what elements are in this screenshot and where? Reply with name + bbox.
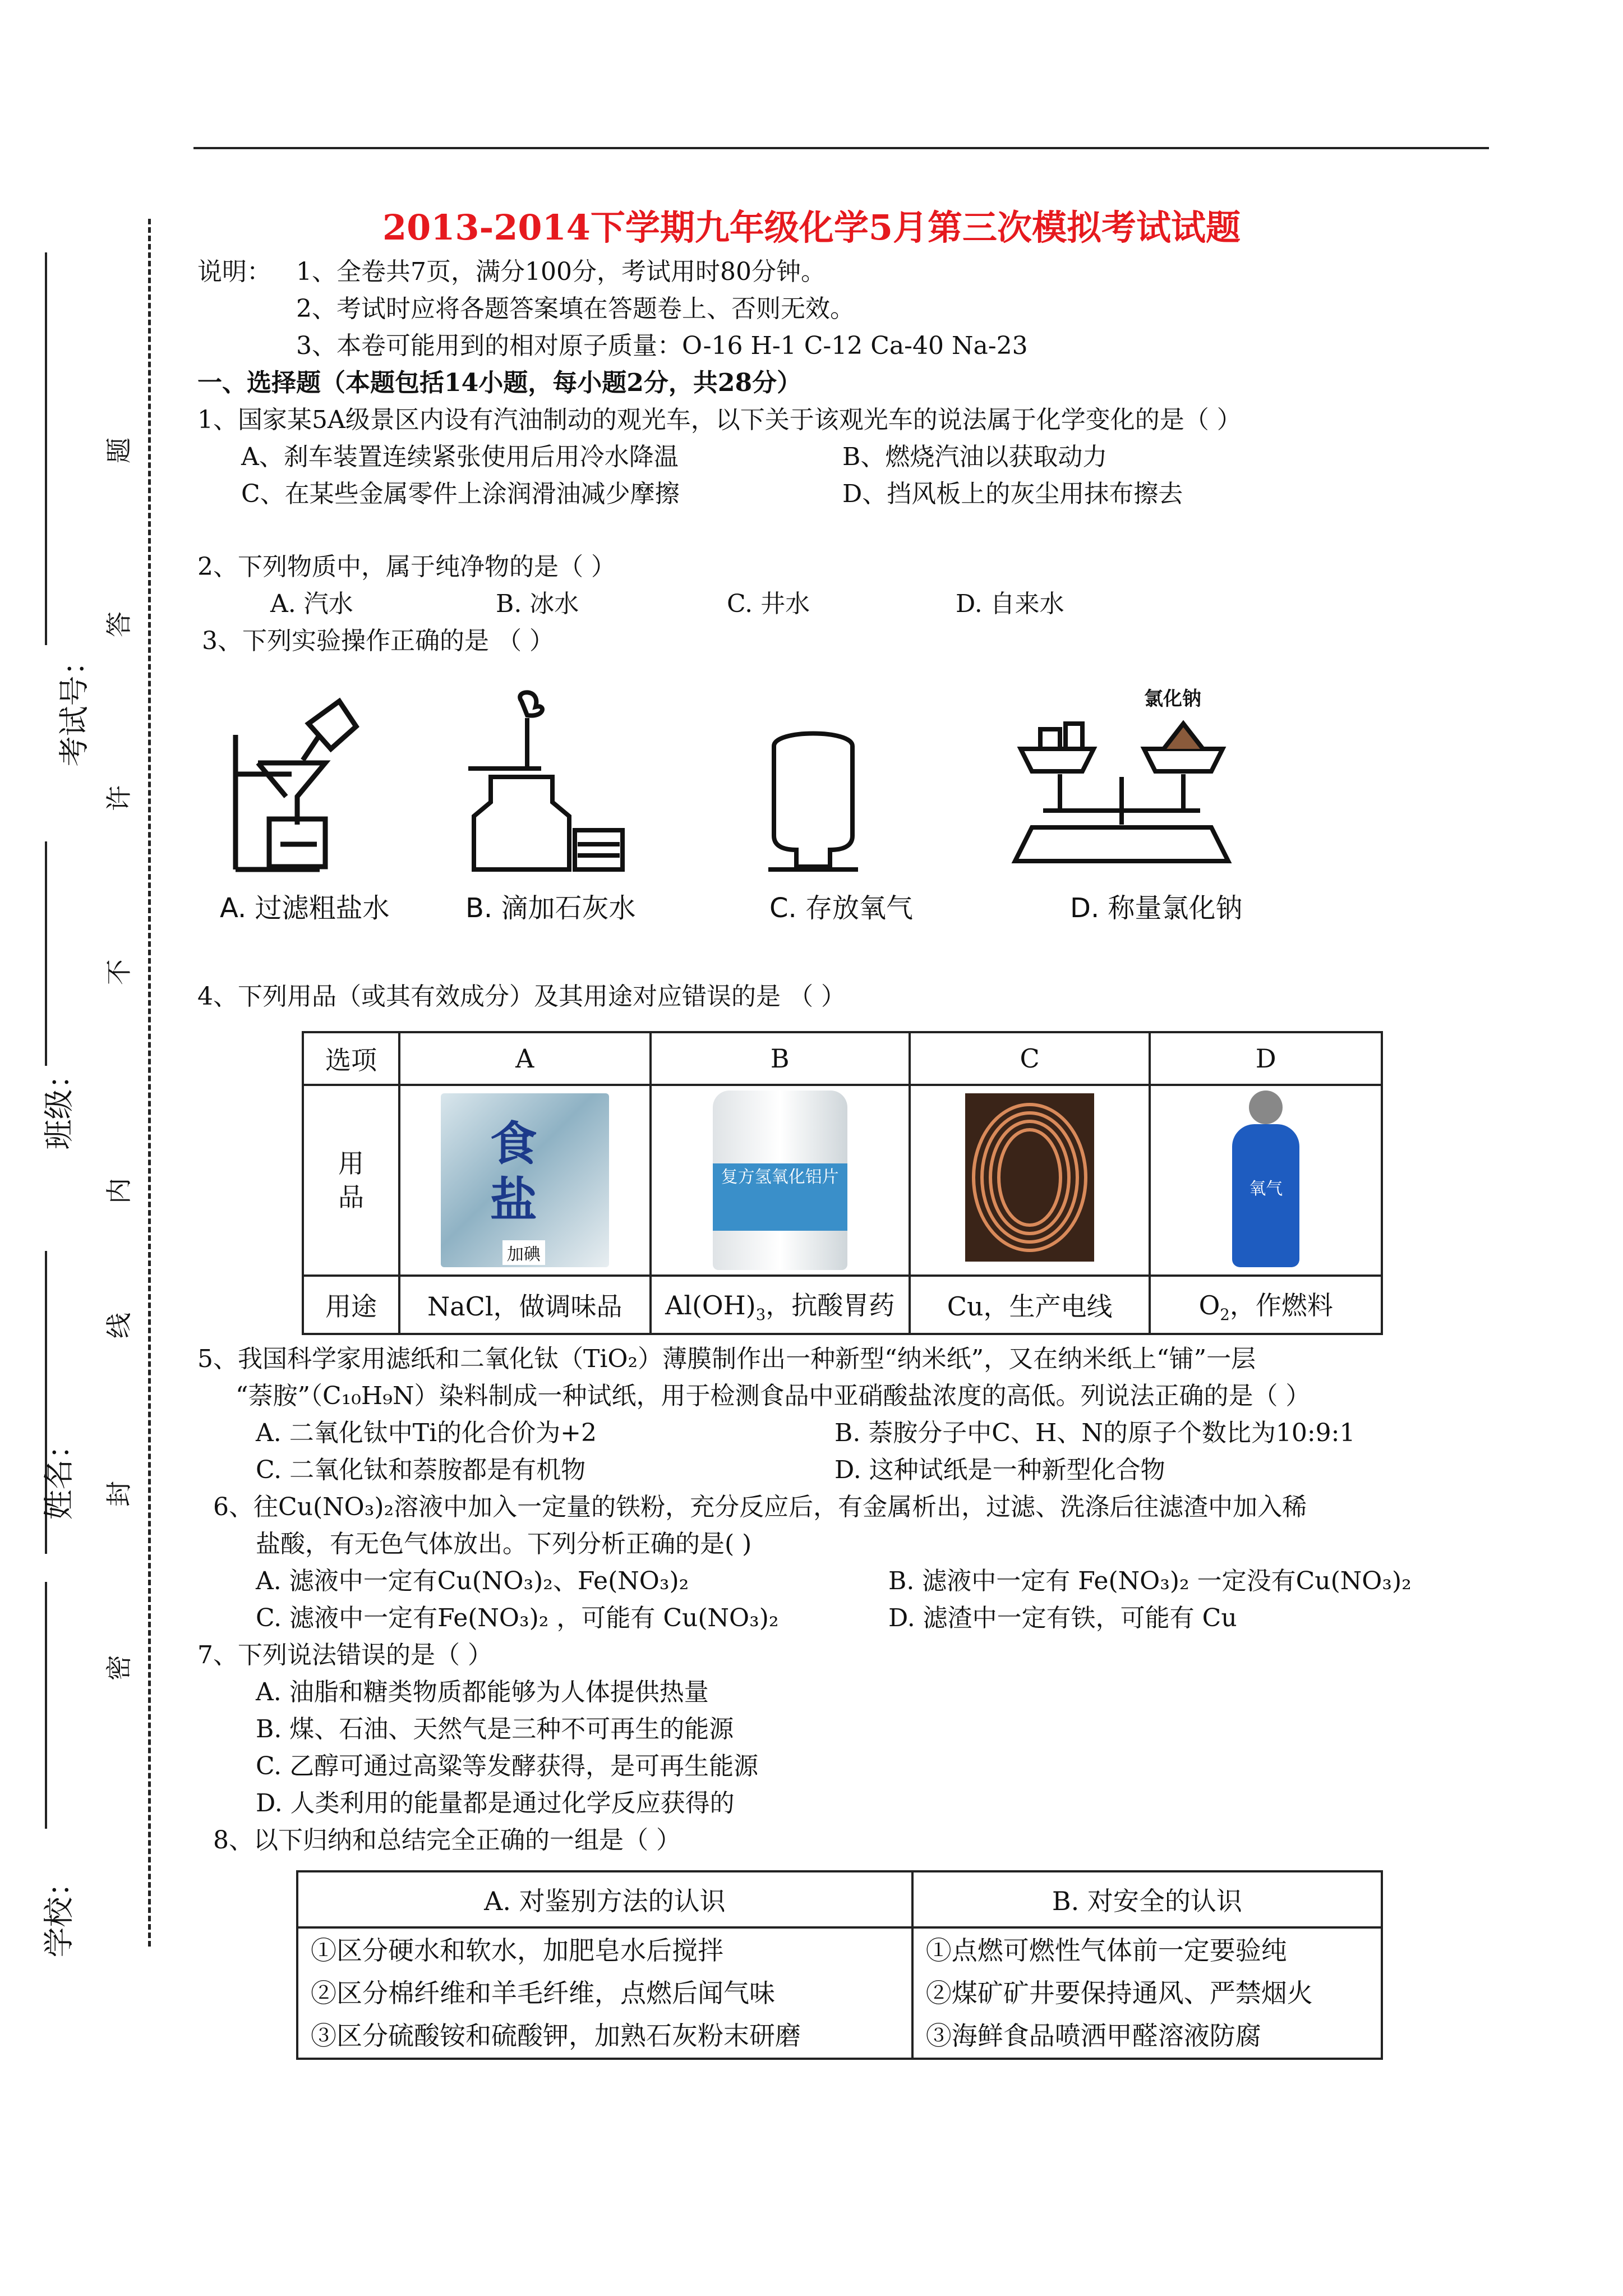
exam-number-label: 考试号： — [56, 645, 92, 767]
instruction-line: 3、本卷可能用到的相对原子质量：O-16 H-1 C-12 Ca-40 Na-23 — [296, 332, 1028, 360]
q8-header-a: A. 对鉴别方法的认识 — [297, 1871, 912, 1927]
q8-item: ②煤矿矿井要保持通风、严禁烟火 — [925, 1978, 1313, 2008]
q8-item: ①点燃可燃性气体前一定要验纯 — [925, 1935, 1287, 1966]
copper-wire-image — [965, 1093, 1094, 1262]
q8-item: ②区分棉纤维和羊毛纤维，点燃后闻气味 — [311, 1978, 775, 2008]
salt-bag-tag: 加碘 — [502, 1240, 545, 1265]
q5-line: “萘胺”（C₁₀H₉N）染料制成一种试纸，用于检测食品中亚硝酸盐浓度的高低。列说法正确的是（ ） — [236, 1382, 1311, 1410]
q4-table — [302, 1031, 1383, 1335]
q8-table — [296, 1870, 1383, 2060]
instruction-line: 1、全卷共7页，满分100分，考试用时80分钟。 — [296, 257, 826, 286]
q4-use-a: NaCl，做调味品 — [399, 1276, 651, 1334]
q8-item: ③区分硫酸铵和硫酸钾，加熟石灰粉末研磨 — [311, 2021, 801, 2051]
q7-option-a: A. 油脂和糖类物质都能够为人体提供热量 — [256, 1678, 709, 1706]
sodium-chloride-tag: 氯化钠 — [1144, 688, 1201, 710]
name-label: 姓名： — [41, 1429, 77, 1520]
seal-char: 不 — [104, 959, 134, 985]
q8-item: ①区分硬水和软水，加肥皂水后搅拌 — [311, 1935, 723, 1966]
q8-cell-b — [912, 1927, 1382, 2059]
q4-header: A — [399, 1032, 651, 1085]
seal-char: 题 — [104, 438, 134, 463]
q6-option-b: B. 滤液中一定有 Fe(NO₃)₂ 一定没有Cu(NO₃)₂ — [888, 1567, 1412, 1595]
q7-stem: 7、下列说法错误的是（ ） — [197, 1641, 492, 1669]
q7-option-d: D. 人类利用的能量都是通过化学反应获得的 — [256, 1789, 735, 1818]
q1-option-d: D、挡风板上的灰尘用抹布擦去 — [842, 480, 1183, 508]
q5-option-d: D. 这种试纸是一种新型化合物 — [834, 1456, 1165, 1484]
medicine-bottle-image — [713, 1091, 847, 1270]
instructions-label: 说明： — [197, 257, 271, 286]
q6-line: 盐酸，有无色气体放出。下列分析正确的是( ) — [256, 1530, 752, 1558]
q4-use-d: $O_2$，作燃料 — [1150, 1276, 1382, 1334]
q1-option-c: C、在某些金属零件上涂润滑油减少摩擦 — [241, 480, 680, 508]
q4-header: D — [1150, 1032, 1382, 1085]
q6-option-a: A. 滤液中一定有Cu(NO₃)₂、Fe(NO₃)₂ — [256, 1567, 689, 1595]
q4-header: C — [910, 1032, 1150, 1085]
medicine-image-cell — [651, 1085, 910, 1276]
filtration-apparatus-icon — [219, 690, 376, 875]
salt-bag-label: 食盐 — [490, 1116, 537, 1227]
q6-option-d: D. 滤渣中一定有铁，可能有 Cu — [888, 1604, 1237, 1632]
q2-option-d: D. 自来水 — [956, 590, 1064, 618]
q2-option-b: B. 冰水 — [496, 590, 579, 618]
school-line — [45, 1582, 47, 1829]
salt-bag-image — [441, 1093, 609, 1267]
seal-char: 许 — [104, 785, 134, 811]
school-label: 学校： — [41, 1866, 77, 1958]
q8-cell-a — [297, 1927, 912, 2059]
q2-option-c: C. 井水 — [727, 590, 810, 618]
q3-option-d: D. 称量氯化钠 — [1070, 892, 1243, 924]
instruction-line: 2、考试时应将各题答案填在答题卷上、否则无效。 — [296, 295, 855, 323]
q3-option-a: A. 过滤粗盐水 — [220, 892, 390, 924]
q6-option-c: C. 滤液中一定有Fe(NO₃)₂ ，可能有 Cu(NO₃)₂ — [256, 1604, 779, 1632]
q5-option-a: A. 二氧化钛中Ti的化合价为+2 — [256, 1419, 597, 1447]
q8-header-b: B. 对安全的认识 — [912, 1871, 1382, 1927]
q2-option-a: A. 汽水 — [270, 590, 353, 618]
q4-row-label: 用途 — [303, 1276, 399, 1334]
seal-char: 封 — [104, 1481, 134, 1507]
q5-line: 5、我国科学家用滤纸和二氧化钛（TiO₂）薄膜制作出一种新型“纳米纸”，又在纳米纸上“铺”一层 — [197, 1345, 1256, 1373]
gas-bottle-icon — [763, 724, 864, 875]
top-rule — [193, 147, 1489, 149]
q1-stem: 1、国家某5A级景区内设有汽油制动的观光车，以下关于该观光车的说法属于化学变化的是（ ） — [197, 406, 1242, 434]
class-label: 班级： — [41, 1059, 77, 1150]
q4-row-label: 用品 — [303, 1085, 399, 1276]
q3-option-b: B. 滴加石灰水 — [465, 892, 636, 924]
q4-header: 选项 — [303, 1032, 399, 1085]
seal-char: 密 — [104, 1655, 134, 1681]
q4-stem: 4、下列用品（或其有效成分）及其用途对应错误的是 （ ） — [197, 982, 846, 1011]
q3-option-c: C. 存放氧气 — [769, 892, 914, 924]
q5-option-c: C. 二氧化钛和萘胺都是有机物 — [256, 1456, 586, 1484]
q5-option-b: B. 萘胺分子中C、H、N的原子个数比为10:9:1 — [834, 1419, 1355, 1447]
medicine-label: 复方氢氧化铝片 — [713, 1163, 847, 1231]
q4-use-c: Cu，生产电线 — [910, 1276, 1150, 1334]
q8-stem: 8、以下归纳和总结完全正确的一组是（ ） — [213, 1826, 681, 1855]
q4-use-b: $Al(OH)_3$，抗酸胃药 — [651, 1276, 910, 1334]
oxygen-tank-image-cell — [1150, 1085, 1382, 1276]
q4-header: B — [651, 1032, 910, 1085]
page-title: 2013-2014下学期九年级化学5月第三次模拟考试试题 — [382, 207, 1241, 248]
q8-item: ③海鲜食品喷洒甲醛溶液防腐 — [925, 2021, 1261, 2051]
class-line — [45, 841, 47, 1066]
seal-char: 答 — [104, 611, 134, 637]
copper-wire-image-cell — [910, 1085, 1150, 1276]
q1-option-b: B、燃烧汽油以获取动力 — [842, 443, 1108, 471]
q1-option-a: A、刹车装置连续紧张使用后用冷水降温 — [241, 443, 679, 471]
q2-stem: 2、下列物质中，属于纯净物的是（ ） — [197, 553, 616, 581]
dropper-bottle-icon — [457, 684, 642, 875]
seal-char: 内 — [104, 1178, 134, 1204]
oxygen-tank-label: 氧气 — [1249, 1179, 1283, 1199]
section-heading: 一、选择题（本题包括14小题，每小题2分，共28分） — [197, 369, 802, 397]
q6-line: 6、往Cu(NO₃)₂溶液中加入一定量的铁粉，充分反应后，有金属析出，过滤、洗涤后往滤渣中加入稀 — [213, 1493, 1307, 1521]
exam-number-line — [45, 252, 47, 645]
q3-stem: 3、下列实验操作正确的是 （ ） — [202, 627, 554, 655]
seal-char: 线 — [104, 1313, 134, 1338]
balance-scale-icon — [1009, 682, 1245, 875]
oxygen-tank-image — [1224, 1091, 1308, 1270]
q7-option-b: B. 煤、石油、天然气是三种不可再生的能源 — [256, 1715, 734, 1743]
binding-dashed-line — [148, 219, 151, 1947]
salt-image-cell — [399, 1085, 651, 1276]
q7-option-c: C. 乙醇可通过高粱等发酵获得，是可再生能源 — [256, 1752, 759, 1780]
